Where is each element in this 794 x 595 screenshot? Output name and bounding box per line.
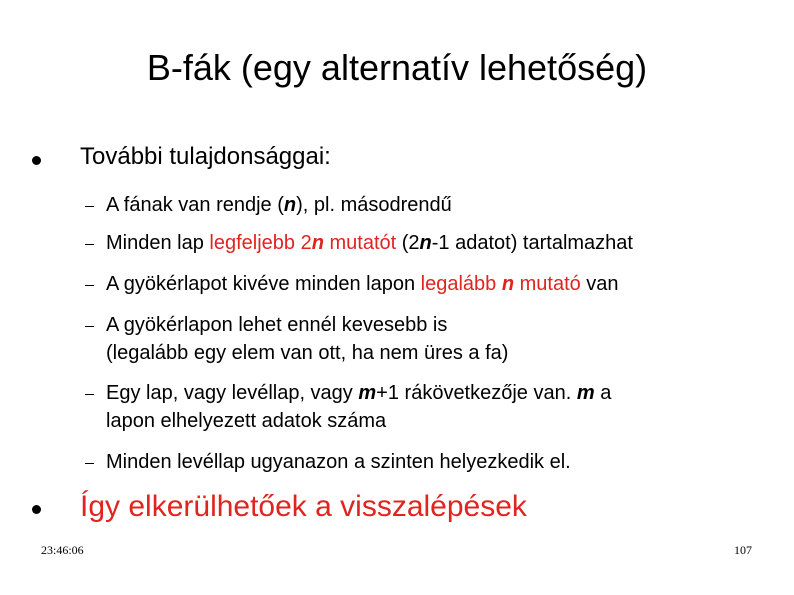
page-number: 107 [734,543,752,557]
footer-time: 23:46:06 [41,543,84,557]
list-item [106,193,452,217]
bullet-text-highlight: Így elkerülhetőek a visszalépések [80,490,527,523]
text-span: van [580,273,619,295]
list-item-continuation: lapon elhelyezett adatok száma [106,410,387,432]
text-span: (2 [396,232,420,254]
highlight-span: mutató [514,273,581,295]
highlight-span: legfeljebb 2 [209,232,312,254]
text-span: n [283,194,297,216]
list-item [106,231,633,255]
highlight-span: legalább [420,273,502,295]
text-span: n [419,232,432,254]
list-item-continuation: (legalább egy elem van ott, ha nem üres a fa) [106,342,509,364]
list-item: A gyökérlapon lehet ennél kevesebb is [106,314,448,336]
highlight-span: n [501,273,515,295]
list-item [106,381,611,405]
list-item: Minden levéllap ugyanazon a szinten helyezkedik el. [106,451,571,473]
text-span: m [358,382,377,404]
highlight-span: n [311,232,324,254]
dash-marker [85,394,94,395]
bullet-dot [32,156,41,165]
dash-marker [85,244,94,245]
dash-marker [85,463,94,464]
text-span: ), pl. másodrendű [296,194,452,216]
dash-marker [85,285,94,286]
dash-marker [85,326,94,327]
text-span: A fának van rendje ( [106,194,284,216]
list-item [106,272,619,296]
text-span: Egy lap, vagy levéllap, vagy [106,382,359,404]
text-span: a [594,382,612,404]
text-span: A gyökérlapot kivéve minden lapon [106,273,421,295]
text-span: Minden lap [106,232,210,254]
text-span: -1 adatot) tartalmazhat [431,232,633,254]
text-span: +1 rákövetkezője van. [376,382,577,404]
highlight-span: mutatót [323,232,397,254]
slide-title: B-fák (egy alternatív lehetőség) [146,47,648,88]
bullet-text: További tulajdonsággai: [80,143,331,170]
dash-marker [85,206,94,207]
bullet-dot [32,505,41,514]
text-span: m [576,382,595,404]
